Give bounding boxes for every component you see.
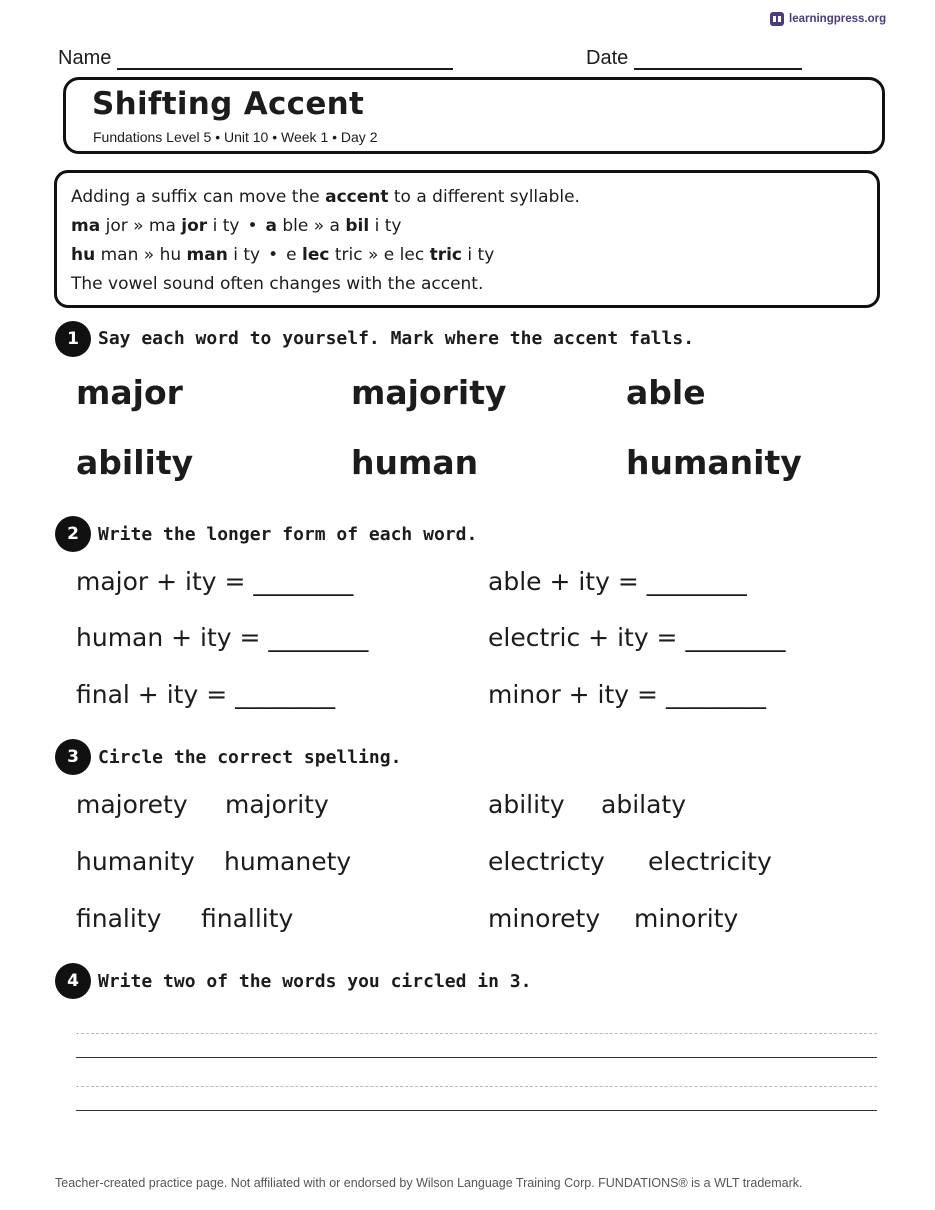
rule-bold: accent — [325, 187, 389, 207]
rule-text: to a different syllable. — [388, 187, 580, 207]
writing-line[interactable] — [76, 1057, 877, 1058]
choice-option[interactable]: finallity — [201, 904, 294, 933]
rule-line-2 — [71, 212, 863, 241]
syllable-text: jor » ma — [100, 216, 182, 236]
syllable-text: i ty — [207, 216, 240, 236]
page-title: Shifting Accent — [92, 86, 365, 122]
equation[interactable]: able + ity = ________ — [488, 567, 747, 596]
separator-dot: • — [247, 216, 258, 236]
choice-option[interactable]: finality — [76, 904, 162, 933]
section-2-instruction: Write the longer form of each word. — [98, 524, 478, 545]
choice-option[interactable]: abilaty — [601, 790, 686, 819]
syllable-text: i ty — [369, 216, 402, 236]
section-1-instruction: Say each word to yourself. Mark where the accent falls. — [98, 328, 695, 349]
section-3-number: 3 — [55, 739, 91, 775]
syllable-text: i ty — [462, 245, 495, 265]
rule-text: Adding a suffix can move the — [71, 187, 326, 207]
equation[interactable]: human + ity = ________ — [76, 623, 369, 652]
choice-option[interactable]: minority — [634, 904, 739, 933]
equation[interactable]: major + ity = ________ — [76, 567, 354, 596]
section-3-instruction: Circle the correct spelling. — [98, 747, 402, 768]
syllable-bold: man — [186, 245, 228, 265]
separator-dot: • — [268, 245, 279, 265]
accent-word[interactable]: ability — [76, 443, 194, 482]
choice-option[interactable]: humanety — [224, 847, 352, 876]
equation[interactable]: electric + ity = ________ — [488, 623, 786, 652]
name-label: Name — [58, 47, 112, 69]
choice-option[interactable]: electricity — [648, 847, 772, 876]
name-field — [58, 47, 453, 70]
syllable-bold: tric — [429, 245, 463, 265]
syllable-text: man » hu — [95, 245, 187, 265]
date-field — [586, 47, 802, 70]
choice-option[interactable]: majorety — [76, 790, 188, 819]
accent-word[interactable]: majority — [351, 373, 507, 412]
syllable-text: ble » a — [276, 216, 346, 236]
brand-text: learningpress.org — [789, 13, 887, 25]
choice-option[interactable]: majority — [225, 790, 329, 819]
choice-option[interactable]: minorety — [488, 904, 601, 933]
syllable-text: tric » e lec — [329, 245, 430, 265]
syllable-bold: lec — [302, 245, 330, 265]
choice-option[interactable]: electricty — [488, 847, 605, 876]
writing-line[interactable] — [76, 1110, 877, 1111]
syllable-text: i ty — [227, 245, 261, 265]
syllable-bold: ma — [71, 216, 101, 236]
choice-option[interactable]: humanity — [76, 847, 195, 876]
syllable-bold: bil — [345, 216, 370, 236]
writing-guide-dashed — [76, 1033, 877, 1034]
writing-guide-dashed — [76, 1086, 877, 1087]
syllable-text: e — [286, 245, 303, 265]
rule-line-4: The vowel sound often changes with the accent. — [71, 274, 484, 294]
rule-line-1 — [71, 183, 863, 212]
accent-word[interactable]: able — [626, 373, 706, 412]
rule-box — [54, 170, 880, 308]
accent-word[interactable]: human — [351, 443, 479, 482]
section-4-instruction: Write two of the words you circled in 3. — [98, 971, 532, 992]
brand-logo — [770, 12, 886, 26]
accent-word[interactable]: humanity — [626, 443, 802, 482]
section-1-number: 1 — [55, 321, 91, 357]
name-line[interactable] — [117, 50, 453, 70]
accent-word[interactable]: major — [76, 373, 183, 412]
date-line[interactable] — [634, 50, 802, 70]
rule-line-3 — [71, 241, 863, 270]
book-icon — [770, 12, 784, 26]
syllable-bold: jor — [181, 216, 208, 236]
section-4-number: 4 — [55, 963, 91, 999]
section-2-number: 2 — [55, 516, 91, 552]
date-label: Date — [586, 47, 629, 69]
footer-disclaimer: Teacher-created practice page. Not affiliated with or endorsed by Wilson Language Training Corp. FUNDATIONS® is a WLT trademark. — [55, 1176, 803, 1190]
page-subtitle: Fundations Level 5 • Unit 10 • Week 1 • Day 2 — [93, 129, 378, 145]
equation[interactable]: final + ity = ________ — [76, 680, 336, 709]
syllable-bold: a — [265, 216, 277, 236]
choice-option[interactable]: ability — [488, 790, 565, 819]
equation[interactable]: minor + ity = ________ — [488, 680, 766, 709]
syllable-bold: hu — [71, 245, 96, 265]
